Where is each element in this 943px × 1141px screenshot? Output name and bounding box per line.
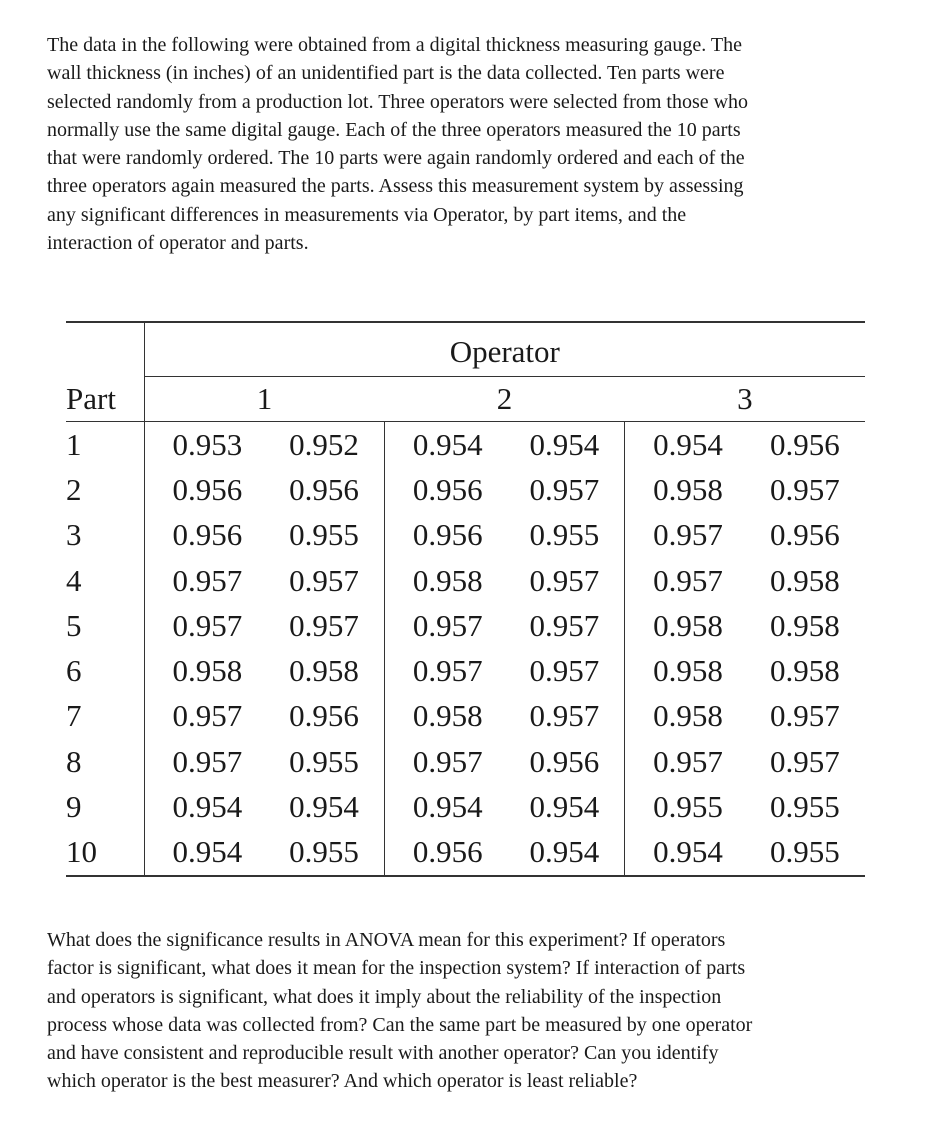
measurement-cell-op1-trial1: 0.957 [144, 739, 264, 784]
table-row [66, 558, 865, 603]
measurement-cell-op3-trial1: 0.957 [625, 739, 745, 784]
table-row [66, 694, 865, 739]
part-number-cell: 6 [66, 653, 82, 689]
part-number-cell: 3 [66, 517, 82, 553]
measurement-cell-op3-trial2: 0.956 [770, 426, 840, 462]
table-row [66, 648, 865, 693]
measurement-cell-op3-trial1: 0.957 [625, 558, 745, 603]
measurement-cell-op2-trial2: 0.954 [529, 789, 600, 825]
measurement-cell-op1-trial2: 0.958 [289, 653, 359, 689]
measurement-cell-op3-trial1: 0.958 [625, 648, 745, 693]
measurement-cell-op3-trial1: 0.958 [625, 694, 745, 739]
measurement-cell-op1-trial2: 0.952 [289, 426, 359, 462]
operator-1-header: 1 [144, 377, 384, 422]
measurement-cell-op1-trial2: 0.954 [289, 789, 359, 825]
table-row [66, 830, 865, 876]
table-row [66, 603, 865, 648]
measurement-cell-op1-trial1: 0.957 [144, 603, 264, 648]
measurement-cell-op3-trial2: 0.957 [770, 743, 840, 779]
intro-paragraph: The data in the following were obtained from a digital thickness measuring gauge. The wall thickness (in inches) of an unidentified part is the data collected. Ten parts were selected randomly from a production lot. Three operators were selected from those who normally use the same digital gauge. Each of the three operators measured the 10 parts that were randomly ordered. The 10 parts were again randomly ordered and each of the three operators again measured the parts. Assess this measurement system by assessing any significant differences in measurements via Operator, by part items, and the interaction of operator and parts. [47, 34, 749, 255]
measurement-cell-op3-trial2: 0.955 [770, 789, 840, 825]
table-row [66, 784, 865, 829]
measurement-table [66, 321, 865, 877]
measurement-cell-op1-trial1: 0.956 [144, 513, 264, 558]
part-number-cell: 9 [66, 789, 82, 825]
measurement-cell-op1-trial1: 0.957 [144, 558, 264, 603]
measurement-cell-op2-trial1: 0.957 [384, 739, 504, 784]
measurement-cell-op1-trial2: 0.957 [289, 562, 359, 598]
measurement-cell-op3-trial2: 0.958 [770, 562, 840, 598]
measurement-cell-op1-trial2: 0.955 [264, 830, 384, 876]
measurement-cell-op3-trial2: 0.955 [745, 830, 865, 876]
operator-3-header: 3 [625, 377, 865, 422]
measurement-cell-op2-trial2: 0.955 [529, 517, 600, 553]
measurement-cell-op1-trial2: 0.955 [289, 743, 359, 779]
measurement-cell-op2-trial1: 0.956 [384, 830, 504, 876]
measurement-cell-op3-trial2: 0.958 [770, 607, 840, 643]
measurement-cell-op1-trial1: 0.957 [144, 694, 264, 739]
part-number-cell: 4 [66, 562, 82, 598]
measurement-cell-op2-trial1: 0.956 [384, 467, 504, 512]
measurement-cell-op3-trial1: 0.958 [625, 603, 745, 648]
table-row [66, 739, 865, 784]
measurement-cell-op2-trial1: 0.957 [384, 603, 504, 648]
measurement-cell-op3-trial2: 0.957 [770, 471, 840, 507]
measurement-cell-op1-trial1: 0.954 [144, 830, 264, 876]
measurement-cell-op2-trial2: 0.956 [529, 743, 600, 779]
measurement-cell-op2-trial2: 0.957 [529, 471, 600, 507]
operator-group-header: Operator [144, 322, 865, 377]
table-body [66, 422, 865, 876]
measurement-cell-op1-trial2: 0.955 [289, 517, 359, 553]
measurement-cell-op3-trial1: 0.957 [625, 513, 745, 558]
measurement-cell-op3-trial1: 0.958 [625, 467, 745, 512]
measurement-cell-op1-trial1: 0.954 [144, 784, 264, 829]
measurement-cell-op3-trial1: 0.954 [625, 422, 745, 468]
table-row [66, 467, 865, 512]
part-number-cell: 1 [66, 426, 82, 462]
table-row [66, 513, 865, 558]
measurement-cell-op2-trial1: 0.954 [384, 784, 504, 829]
measurement-cell-op2-trial1: 0.954 [384, 422, 504, 468]
measurement-cell-op3-trial2: 0.958 [770, 653, 840, 689]
measurement-cell-op3-trial1: 0.955 [625, 784, 745, 829]
measurement-cell-op2-trial2: 0.954 [529, 426, 600, 462]
part-number-cell: 7 [66, 698, 82, 734]
operator-2-header: 2 [384, 377, 624, 422]
part-number-cell: 10 [66, 830, 144, 876]
measurement-cell-op2-trial1: 0.958 [384, 694, 504, 739]
table-row [66, 422, 865, 468]
measurement-cell-op1-trial1: 0.958 [144, 648, 264, 693]
measurement-cell-op3-trial1: 0.954 [625, 830, 745, 876]
questions-paragraph: What does the significance results in ANOVA mean for this experiment? If operators factor is significant, what does it mean for the inspection system? If interaction of parts and operators is significant, what does it imply about the reliability of the inspection process whose data was collected from? Can the same part be measured by one operator and have consistent and reproducible result with another operator? Can you identify which operator is the best measurer? And which operator is least reliable? [47, 929, 753, 1093]
measurement-cell-op3-trial2: 0.956 [770, 517, 840, 553]
part-header-spacer [66, 322, 144, 377]
part-number-cell: 5 [66, 607, 82, 643]
measurement-cell-op2-trial1: 0.957 [384, 648, 504, 693]
measurement-cell-op2-trial2: 0.957 [529, 562, 600, 598]
measurement-cell-op1-trial2: 0.956 [289, 698, 359, 734]
part-column-header: Part [66, 377, 144, 422]
part-number-cell: 8 [66, 743, 82, 779]
measurement-cell-op1-trial1: 0.956 [144, 467, 264, 512]
measurement-cell-op2-trial2: 0.957 [529, 698, 600, 734]
measurement-cell-op2-trial2: 0.957 [529, 607, 600, 643]
measurement-cell-op1-trial1: 0.953 [144, 422, 264, 468]
measurement-cell-op2-trial1: 0.956 [384, 513, 504, 558]
measurement-cell-op2-trial2: 0.954 [505, 830, 625, 876]
measurement-cell-op1-trial2: 0.956 [289, 471, 359, 507]
part-number-cell: 2 [66, 471, 82, 507]
measurement-cell-op1-trial2: 0.957 [289, 607, 359, 643]
measurement-cell-op2-trial2: 0.957 [529, 653, 600, 689]
measurement-cell-op2-trial1: 0.958 [384, 558, 504, 603]
measurement-cell-op3-trial2: 0.957 [770, 698, 840, 734]
